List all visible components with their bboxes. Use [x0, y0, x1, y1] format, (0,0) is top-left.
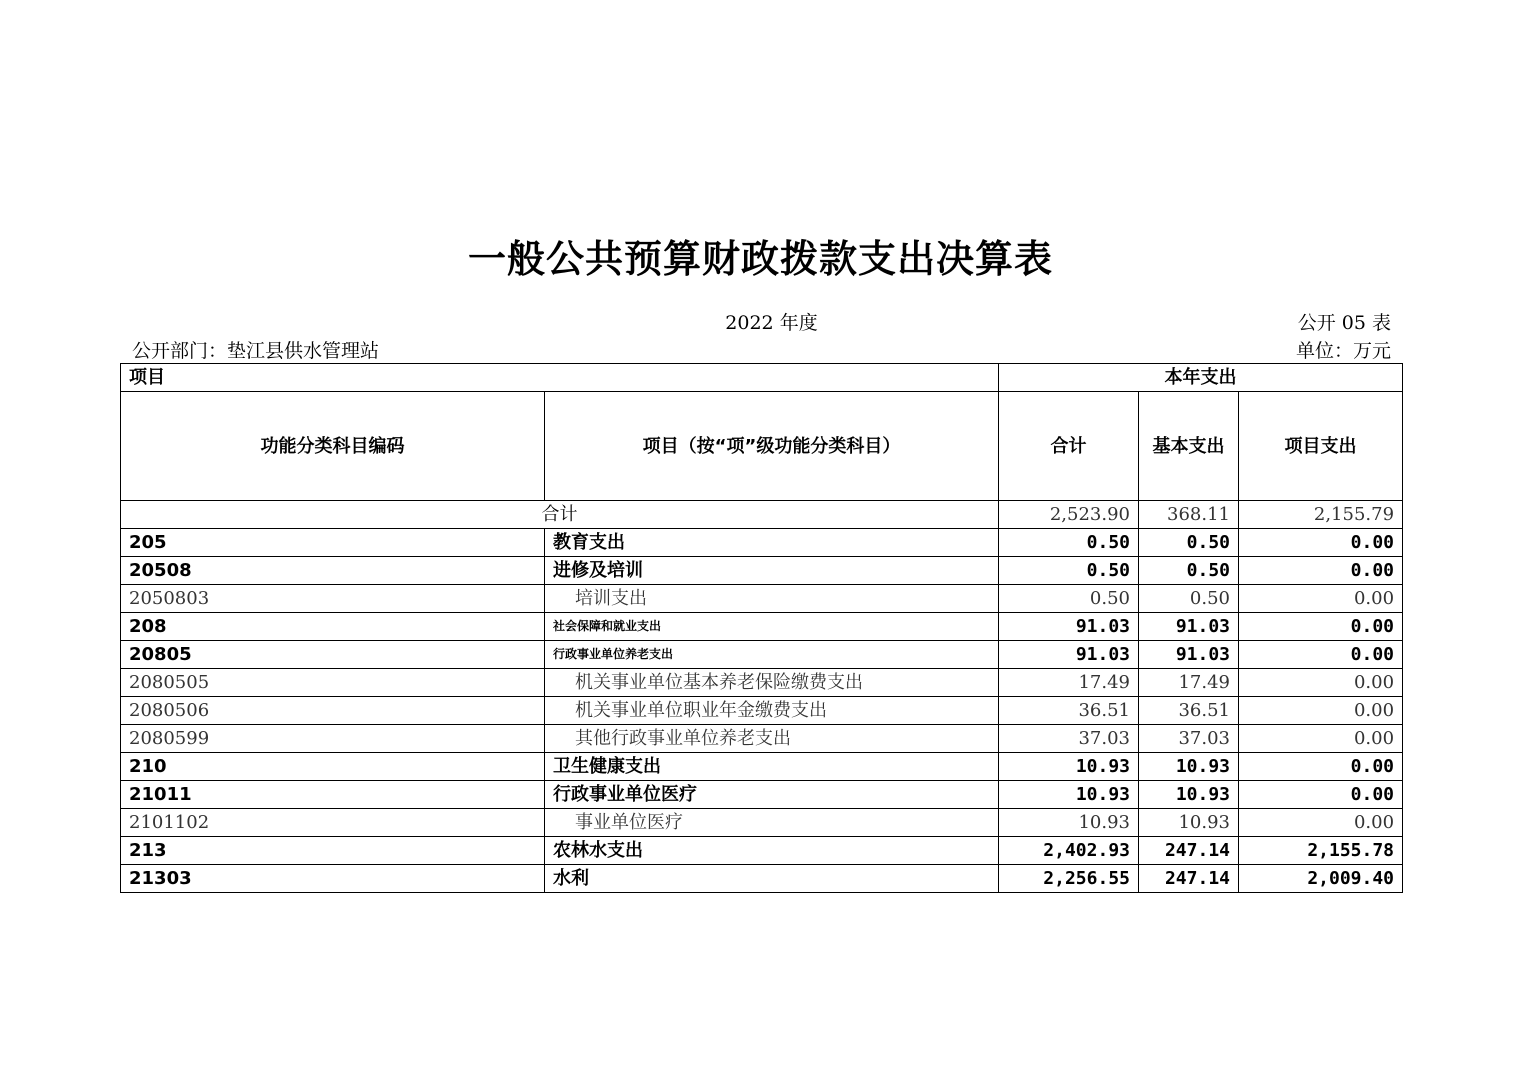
row-code: 2101102: [121, 809, 545, 837]
row-total: 17.49: [999, 669, 1139, 697]
header-total: 合计: [999, 392, 1139, 501]
table-row: [121, 697, 1403, 725]
row-name: 卫生健康支出: [545, 753, 999, 781]
row-total: 36.51: [999, 697, 1139, 725]
row-project: 0.00: [1239, 529, 1403, 557]
row-basic: 0.50: [1139, 585, 1239, 613]
row-code: 208: [121, 613, 545, 641]
page-title: 一般公共预算财政拨款支出决算表: [467, 237, 1053, 281]
row-basic: 37.03: [1139, 725, 1239, 753]
row-project: 2,009.40: [1239, 865, 1403, 893]
row-name: 社会保障和就业支出: [545, 613, 999, 641]
header-row-1: [121, 364, 1403, 392]
row-code: 210: [121, 753, 545, 781]
row-project: 0.00: [1239, 641, 1403, 669]
row-name: 教育支出: [545, 529, 999, 557]
row-total: 10.93: [999, 753, 1139, 781]
header-project: 项目: [121, 364, 999, 392]
row-basic: 247.14: [1139, 837, 1239, 865]
table-row: [121, 753, 1403, 781]
row-total: 91.03: [999, 613, 1139, 641]
row-project: 0.00: [1239, 725, 1403, 753]
row-code: 20508: [121, 557, 545, 585]
row-project: 0.00: [1239, 809, 1403, 837]
fiscal-year: 2022 年度: [725, 312, 818, 334]
header-basic: 基本支出: [1139, 392, 1239, 501]
row-name: 行政事业单位养老支出: [545, 641, 999, 669]
total-sum: 2,523.90: [999, 501, 1139, 529]
header-code: 功能分类科目编码: [121, 392, 545, 501]
table-row: [121, 585, 1403, 613]
total-row: [121, 501, 1403, 529]
row-name: 事业单位医疗: [545, 809, 999, 837]
row-total: 0.50: [999, 529, 1139, 557]
row-basic: 0.50: [1139, 529, 1239, 557]
row-total: 10.93: [999, 781, 1139, 809]
table-row: [121, 529, 1403, 557]
row-project: 2,155.78: [1239, 837, 1403, 865]
table-row: [121, 557, 1403, 585]
row-total: 91.03: [999, 641, 1139, 669]
row-basic: 247.14: [1139, 865, 1239, 893]
unit-label: 单位：万元: [1295, 340, 1391, 362]
table-row: [121, 809, 1403, 837]
row-code: 2080599: [121, 725, 545, 753]
header-current-year: 本年支出: [999, 364, 1403, 392]
row-name: 培训支出: [545, 585, 999, 613]
row-basic: 36.51: [1139, 697, 1239, 725]
row-name: 机关事业单位职业年金缴费支出: [545, 697, 999, 725]
table-row: [121, 613, 1403, 641]
row-project: 0.00: [1239, 669, 1403, 697]
total-project: 2,155.79: [1239, 501, 1403, 529]
row-basic: 10.93: [1139, 809, 1239, 837]
header-project-exp: 项目支出: [1239, 392, 1403, 501]
row-code: 2050803: [121, 585, 545, 613]
row-project: 0.00: [1239, 585, 1403, 613]
row-total: 0.50: [999, 585, 1139, 613]
row-code: 20805: [121, 641, 545, 669]
row-basic: 10.93: [1139, 753, 1239, 781]
header-name: 项目（按“项”级功能分类科目）: [545, 392, 999, 501]
table-row: [121, 725, 1403, 753]
row-code: 21011: [121, 781, 545, 809]
row-project: 0.00: [1239, 753, 1403, 781]
row-project: 0.00: [1239, 697, 1403, 725]
row-project: 0.00: [1239, 781, 1403, 809]
row-name: 机关事业单位基本养老保险缴费支出: [545, 669, 999, 697]
row-name: 水利: [545, 865, 999, 893]
table-row: [121, 669, 1403, 697]
row-name: 行政事业单位医疗: [545, 781, 999, 809]
row-basic: 17.49: [1139, 669, 1239, 697]
total-basic: 368.11: [1139, 501, 1239, 529]
row-code: 2080506: [121, 697, 545, 725]
expenditure-table: [120, 363, 1403, 893]
row-code: 213: [121, 837, 545, 865]
row-total: 0.50: [999, 557, 1139, 585]
row-total: 2,256.55: [999, 865, 1139, 893]
row-code: 21303: [121, 865, 545, 893]
header-row-2: [121, 392, 1403, 501]
row-total: 10.93: [999, 809, 1139, 837]
row-name: 其他行政事业单位养老支出: [545, 725, 999, 753]
total-label: 合计: [121, 501, 999, 529]
table-row: [121, 837, 1403, 865]
table-row: [121, 781, 1403, 809]
row-name: 农林水支出: [545, 837, 999, 865]
table-row: [121, 865, 1403, 893]
department-label: 公开部门：垫江县供水管理站: [132, 340, 380, 362]
table-number: 公开 05 表: [1297, 312, 1391, 334]
row-basic: 91.03: [1139, 613, 1239, 641]
row-basic: 10.93: [1139, 781, 1239, 809]
row-code: 205: [121, 529, 545, 557]
row-name: 进修及培训: [545, 557, 999, 585]
row-project: 0.00: [1239, 613, 1403, 641]
row-project: 0.00: [1239, 557, 1403, 585]
row-total: 2,402.93: [999, 837, 1139, 865]
row-basic: 91.03: [1139, 641, 1239, 669]
table-row: [121, 641, 1403, 669]
row-total: 37.03: [999, 725, 1139, 753]
row-basic: 0.50: [1139, 557, 1239, 585]
row-code: 2080505: [121, 669, 545, 697]
